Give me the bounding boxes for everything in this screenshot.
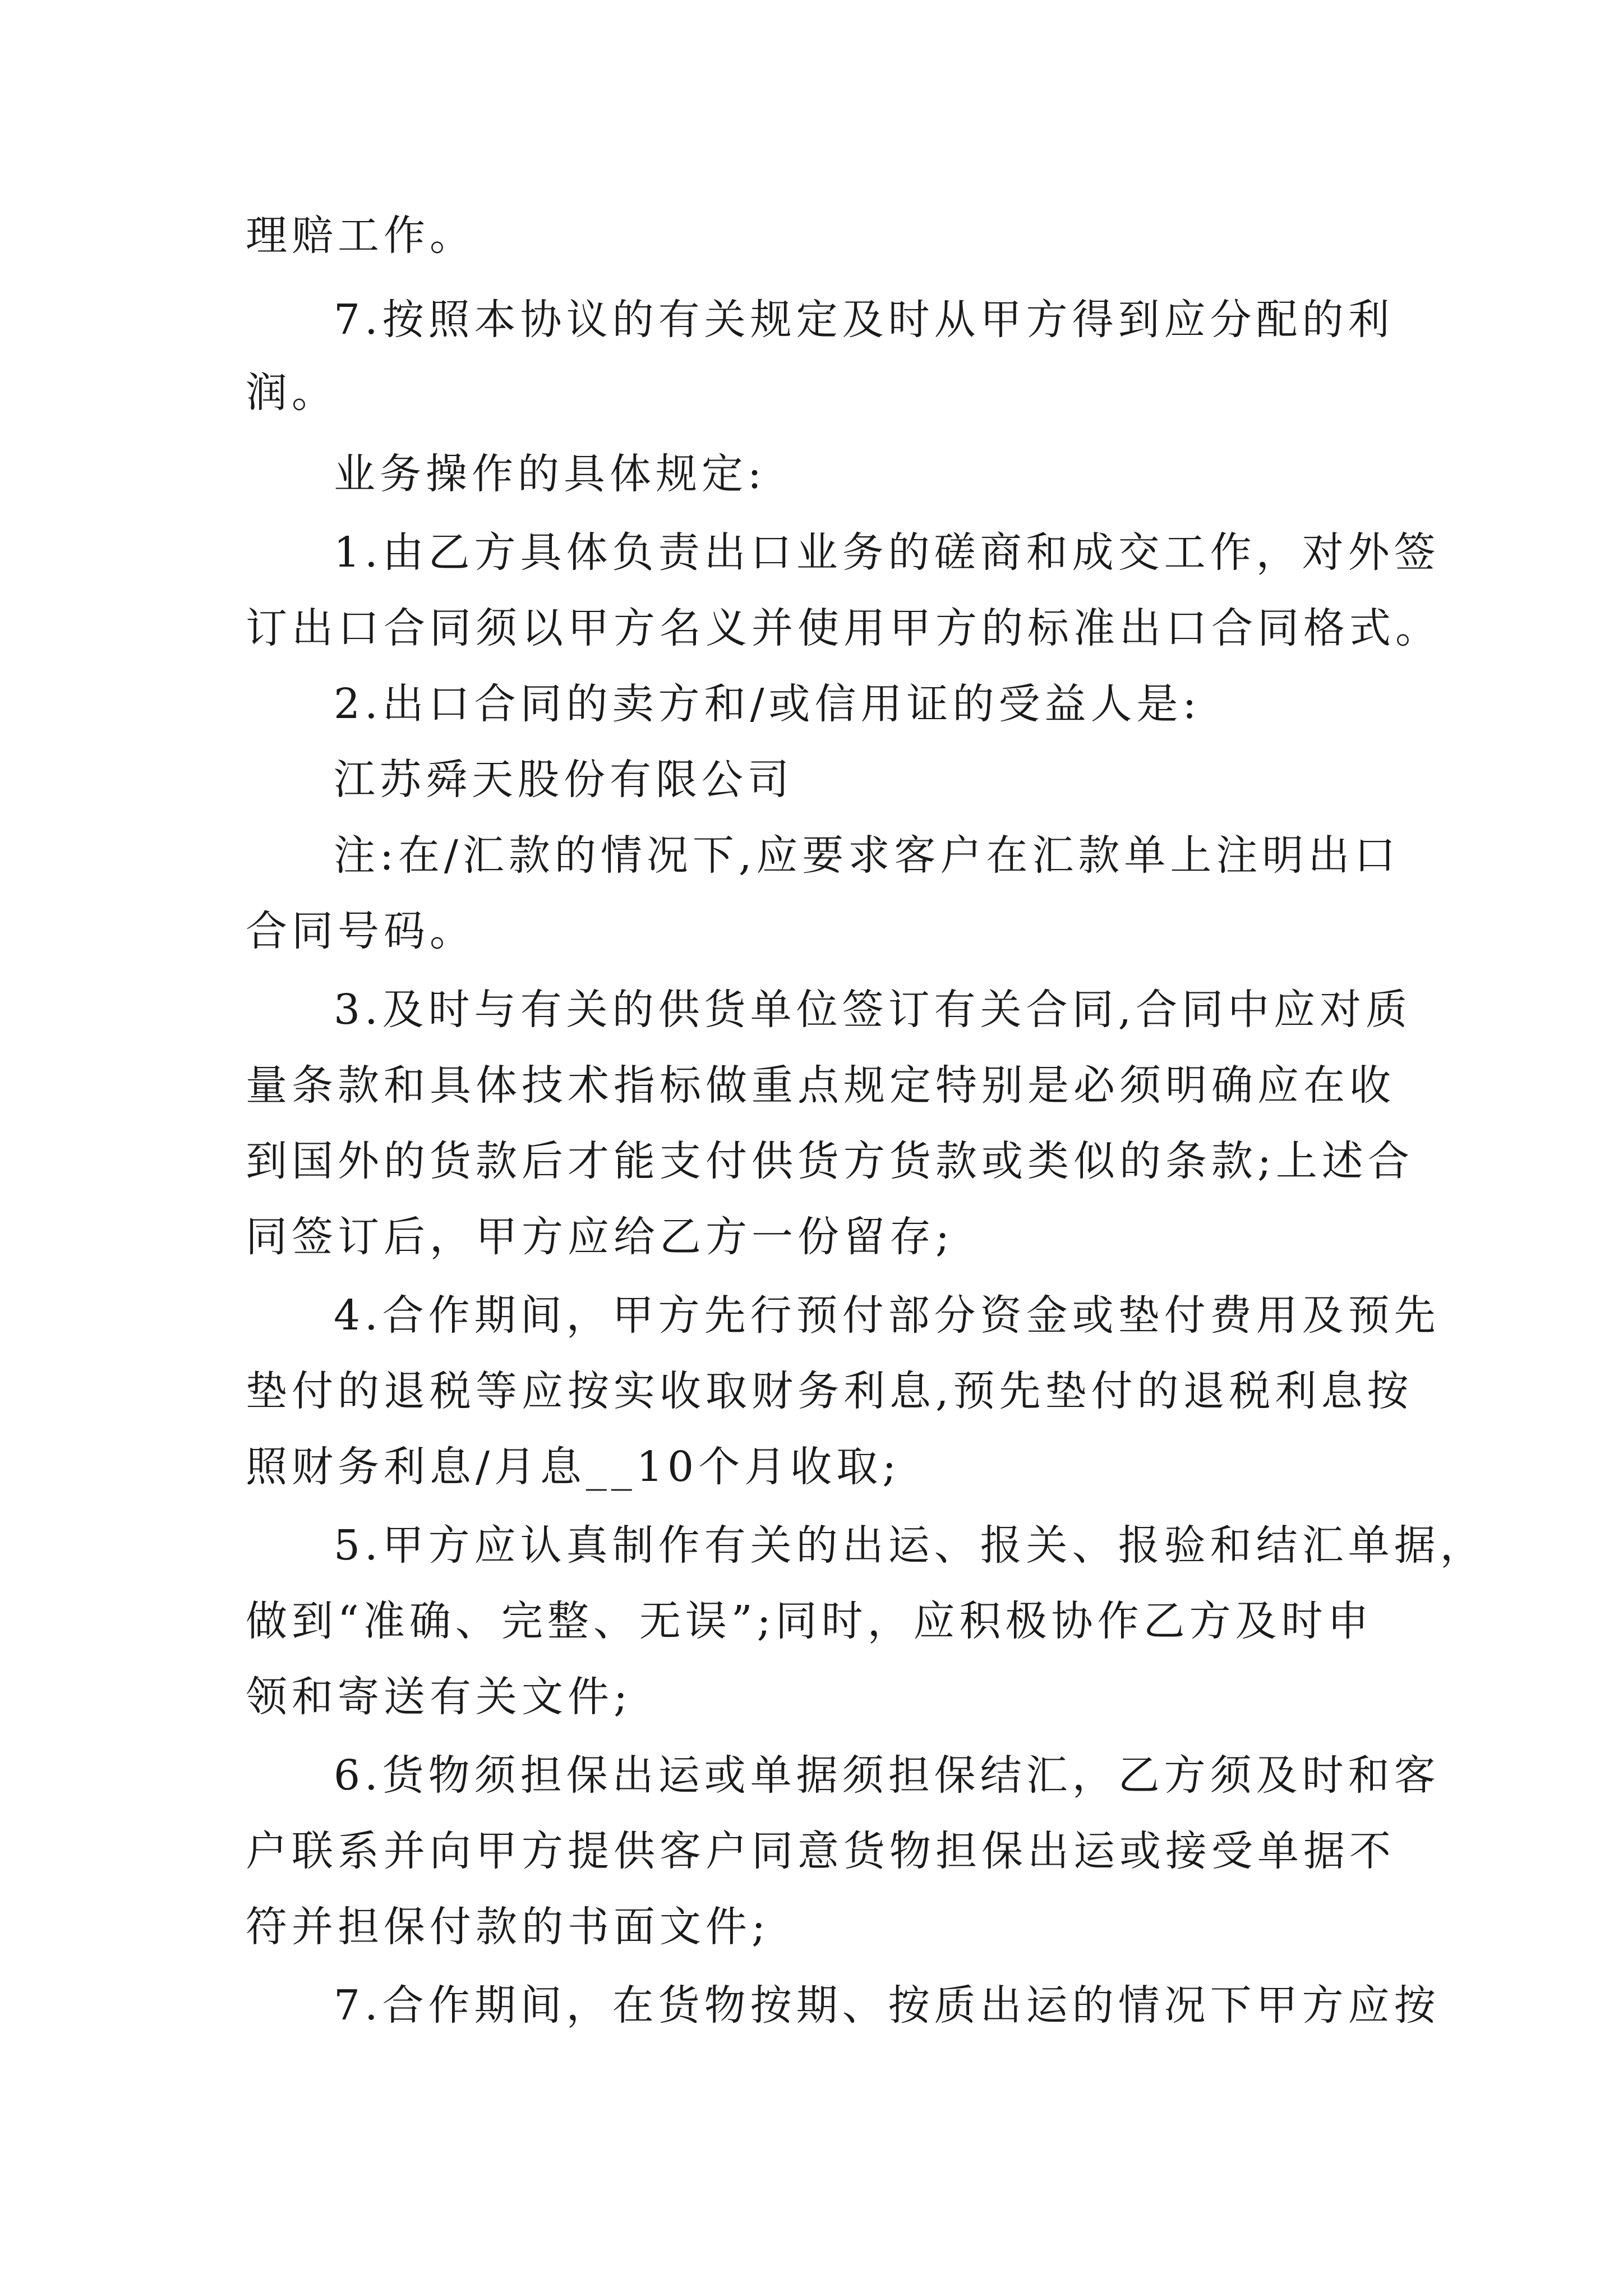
rule-4-line-1: 4.合作期间，甲方先行预付部分资金或垫付费用及预先 [334, 1291, 1440, 1340]
rule-1-line-1: 1.由乙方具体负责出口业务的磋商和成交工作，对外签 [334, 528, 1440, 577]
clause-7-line-1: 7.按照本协议的有关规定及时从甲方得到应分配的利 [334, 296, 1394, 344]
rule-3-line-1: 3.及时与有关的供货单位签订有关合同,合同中应对质 [334, 986, 1412, 1034]
note-line-1: 注:在/汇款的情况下,应要求客户在汇款单上注明出口 [334, 831, 1400, 880]
rule-4-line-2: 垫付的退税等应按实收取财务利息,预先垫付的退税利息按 [246, 1367, 1413, 1415]
rule-6-line-1: 6.货物须担保出运或单据须担保结汇，乙方须及时和客 [334, 1751, 1440, 1800]
rule-6-line-2: 户联系并向甲方提供客户同意货物担保出运或接受单据不 [246, 1827, 1395, 1875]
company-name: 江苏舜天股份有限公司 [334, 756, 794, 804]
rule-1-line-2: 订出口合同须以甲方名义并使用甲方的标准出口合同格式。 [246, 604, 1441, 652]
rule-3-line-3: 到国外的货款后才能支付供货方货款或类似的条款;上述合 [246, 1137, 1414, 1185]
rule-5-line-2: 做到“准确、完整、无误”;同时，应积极协作乙方及时申 [246, 1597, 1373, 1645]
rule-2-line-1: 2.出口合同的卖方和/或信用证的受益人是: [334, 680, 1201, 728]
clause-7-line-2: 润。 [246, 369, 338, 417]
text-line-continuation: 理赔工作。 [246, 211, 476, 260]
rule-6-line-3: 符并担保付款的书面文件; [246, 1903, 770, 1951]
note-line-2: 合同号码。 [246, 907, 476, 955]
rule-5-line-3: 领和寄送有关文件; [246, 1673, 632, 1721]
rule-3-line-2: 量条款和具体技术指标做重点规定特别是必须明确应在收 [246, 1061, 1395, 1110]
section-heading: 业务操作的具体规定: [334, 450, 766, 498]
rule-5-line-1: 5.甲方应认真制作有关的出运、报关、报验和结汇单据， [334, 1521, 1486, 1570]
rule-4-line-3: 照财务利息/月息__10个月收取; [246, 1443, 901, 1491]
rule-3-line-4: 同签订后，甲方应给乙方一份留存; [246, 1213, 954, 1261]
rule-7-line-1: 7.合作期间，在货物按期、按质出运的情况下甲方应按 [334, 1981, 1440, 2030]
